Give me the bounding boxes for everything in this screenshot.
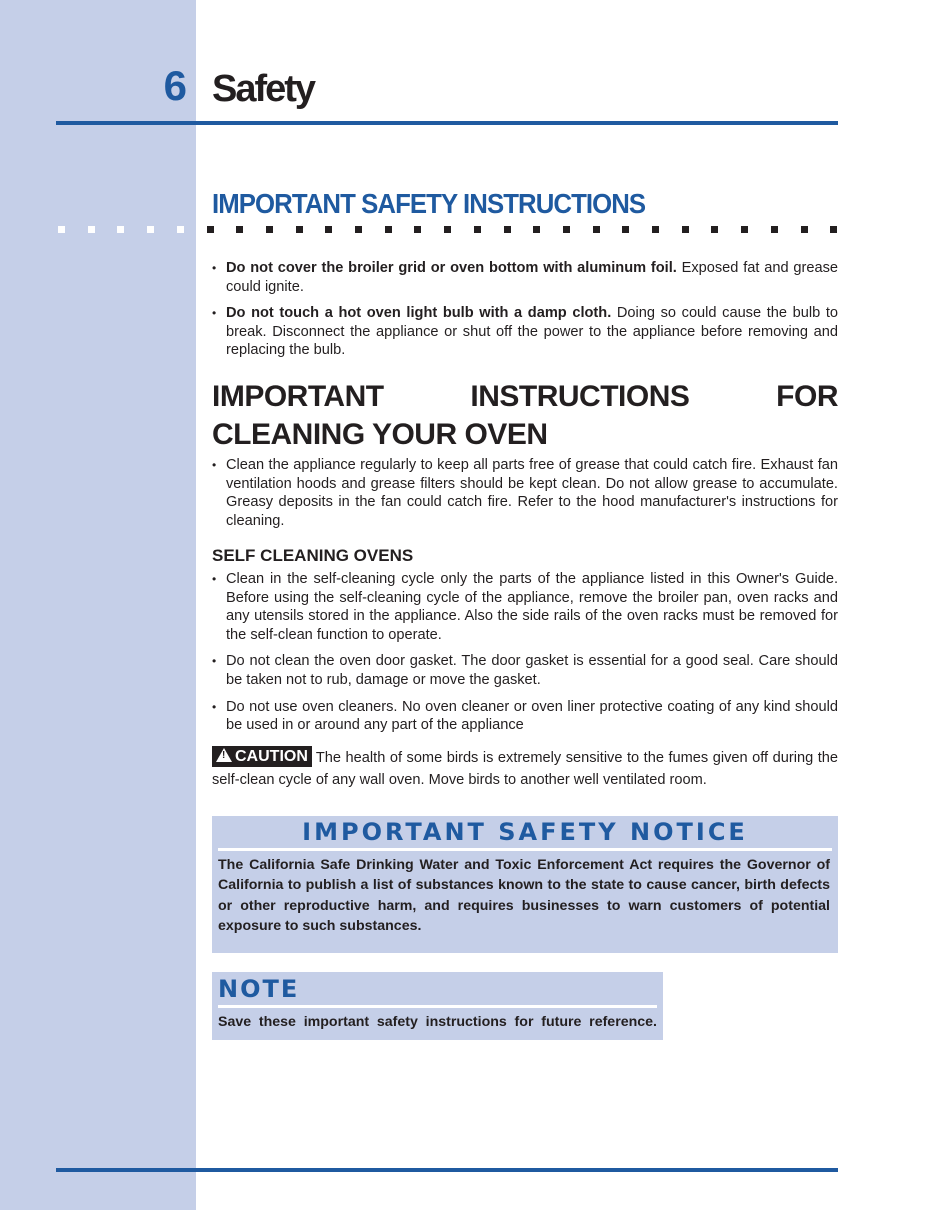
divider-dot	[563, 226, 570, 233]
divider-dot	[830, 226, 837, 233]
note-box	[212, 972, 663, 1040]
divider-dot	[504, 226, 511, 233]
footer-rule	[56, 1168, 838, 1172]
caution-badge	[212, 746, 312, 767]
bullet-bold-text: Do not touch a hot oven light bulb with a damp cloth.	[226, 305, 612, 322]
safety-notice-title: IMPORTANT SAFETY NOTICE	[302, 818, 748, 846]
divider-dot	[207, 226, 214, 233]
note-title: NOTE	[218, 975, 300, 1003]
bullet-text: Exposed fat and grease could ignite.	[226, 260, 838, 295]
divider-dot	[533, 226, 540, 233]
divider-dot	[296, 226, 303, 233]
safety-bullet-list	[212, 259, 838, 368]
divider-dot	[444, 226, 451, 233]
caution-text: The health of some birds is extremely sensitive to the fumes given off during the self-clean cycle of any wall oven. Move birds to another well ventilated room.	[212, 750, 838, 788]
safety-notice-box	[212, 816, 838, 953]
caution-label: CAUTION	[235, 748, 308, 765]
list-item: • Clean in the self-cleaning cycle only the parts of the appliance listed in this Owner's Guide. Before using the self-cleaning cycle of the appliance, remove the broiler pan, oven racks and any utensils stored in the appliance. Also the side rails of the oven racks must be removed for the self-clean function to operate.	[212, 570, 838, 644]
cleaning-bullet-list	[212, 456, 838, 538]
note-text: Save these important safety instructions for future reference.	[218, 1014, 657, 1030]
self-cleaning-heading: SELF CLEANING OVENS	[212, 546, 414, 565]
divider-dot	[117, 226, 124, 233]
self-cleaning-bullet-list	[212, 570, 838, 743]
divider-dot	[741, 226, 748, 233]
list-item	[212, 304, 838, 360]
divider-dot	[622, 226, 629, 233]
divider-dot	[147, 226, 154, 233]
note-divider	[218, 1005, 657, 1008]
list-item: • Do not clean the oven door gasket. The door gasket is essential for a good seal. Care should be taken not to rub, damage or move the gasket.	[212, 652, 838, 689]
list-item: • Do not use oven cleaners. No oven cleaner or oven liner protective coating of any kind should be used in or around any part of the appliance	[212, 698, 838, 735]
safety-instructions-heading: IMPORTANT SAFETY INSTRUCTIONS	[212, 188, 646, 219]
divider-dot	[236, 226, 243, 233]
bullet-text: Doing so could cause the bulb to break. Disconnect the appliance or shut off the power to the appliance before removing and replacing the bulb.	[226, 305, 838, 359]
divider-dot	[355, 226, 362, 233]
page-number: 6	[163, 62, 186, 109]
bullet-bold-text: Do not cover the broiler grid or oven bottom with aluminum foil.	[226, 260, 677, 276]
header-rule	[56, 121, 838, 125]
divider-dot	[801, 226, 808, 233]
divider-dot	[771, 226, 778, 233]
divider-dot	[88, 226, 95, 233]
divider-dot	[711, 226, 718, 233]
divider-dot	[474, 226, 481, 233]
divider-dot	[652, 226, 659, 233]
safety-notice-text: The California Safe Drinking Water and Toxic Enforcement Act requires the Governor of California to publish a list of substances known to the state to cause cancer, birth defects or other reproductive harm, and requires businesses to warn customers of potential exposure to such substances.	[218, 857, 830, 935]
page-title: Safety	[212, 68, 315, 110]
cleaning-instructions-heading: IMPORTANT INSTRUCTIONS FOR CLEANING YOUR OVEN	[212, 380, 838, 451]
divider-dot	[593, 226, 600, 233]
divider-dot	[682, 226, 689, 233]
notice-divider	[218, 848, 832, 851]
divider-dot	[58, 226, 65, 233]
list-item	[212, 259, 838, 296]
list-item: • Clean the appliance regularly to keep all parts free of grease that could catch fire. Exhaust fan ventilation hoods and grease filters should be kept clean. Do not allow grease to accumulate. Greasy deposits in the fan could catch fire. Refer to the hood manufacturer's instructions for cleaning.	[212, 456, 838, 530]
warning-triangle-icon	[216, 748, 232, 762]
divider-dot	[414, 226, 421, 233]
divider-dot	[385, 226, 392, 233]
caution-paragraph	[212, 746, 838, 791]
divider-dot	[266, 226, 273, 233]
divider-dot	[325, 226, 332, 233]
sidebar-band	[0, 0, 196, 1210]
dotted-divider	[58, 226, 842, 236]
divider-dot	[177, 226, 184, 233]
